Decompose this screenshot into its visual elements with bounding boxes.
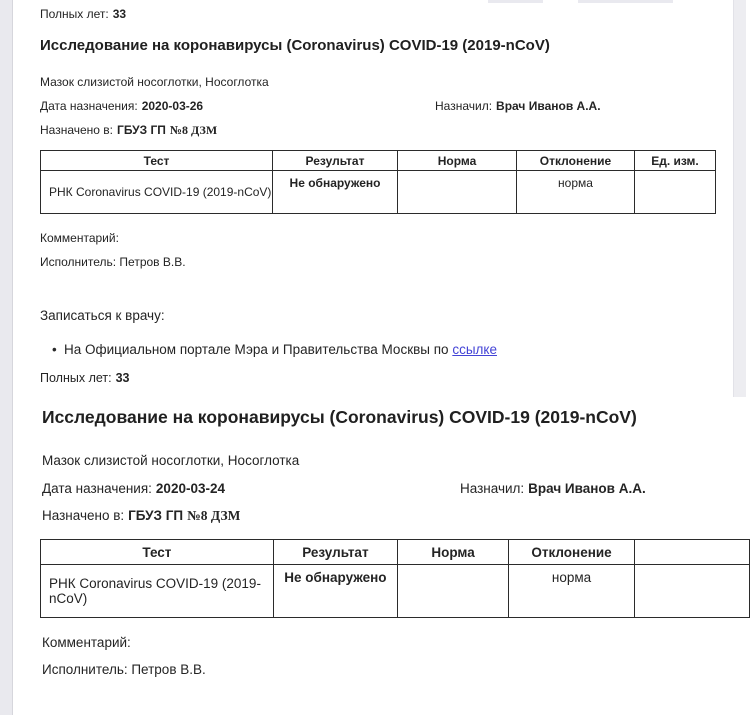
cell-deviation: норма xyxy=(509,565,635,618)
cell-norm xyxy=(398,171,517,214)
cell-units-cutoff xyxy=(635,565,750,618)
comment-label: Комментарий: xyxy=(40,231,119,245)
results-table xyxy=(40,150,716,214)
doctor-label: Назначил: xyxy=(435,99,493,113)
report-title: Исследование на коронавирусы (Coronavirus) COVID-19 (2019-nCoV) xyxy=(42,407,637,427)
col-header-result: Результат xyxy=(273,151,398,171)
assign-date-value: 2020-03-24 xyxy=(155,481,225,496)
doctor-value: Врач Иванов А.А. xyxy=(528,481,646,496)
patient-age-line xyxy=(40,7,126,21)
report-title: Исследование на коронавирусы (Coronavirus) COVID-19 (2019-nCoV) xyxy=(40,37,550,54)
facility-line xyxy=(40,123,217,138)
col-header-deviation: Отклонение xyxy=(517,151,635,171)
age-label: Полных лет: xyxy=(40,371,112,385)
doctor-line xyxy=(460,481,646,496)
facility-line xyxy=(42,508,240,524)
appointment-bullet-text: На Официальном портале Мэра и Правительства Москвы по xyxy=(64,342,449,357)
patient-age-line xyxy=(40,371,130,385)
assign-date-line xyxy=(40,99,203,113)
appointment-heading: Записаться к врачу: xyxy=(40,308,165,323)
assign-date-value: 2020-03-26 xyxy=(141,99,204,113)
facility-value-main: ГБУЗ ГП xyxy=(117,123,166,137)
col-header-test: Тест xyxy=(41,540,274,565)
comment-label: Комментарий: xyxy=(42,635,131,650)
cell-deviation: норма xyxy=(517,171,635,214)
executor-line: Исполнитель: Петров В.В. xyxy=(40,255,186,269)
scrollbar-track[interactable] xyxy=(733,0,746,397)
table-header-row xyxy=(41,540,750,565)
facility-value-main: ГБУЗ ГП xyxy=(128,508,184,523)
age-value: 33 xyxy=(112,7,127,21)
facility-value-number: №8 ДЗМ xyxy=(187,508,241,523)
age-label: Полных лет: xyxy=(40,7,109,21)
col-header-norm: Норма xyxy=(398,151,517,171)
col-header-norm: Норма xyxy=(398,540,509,565)
doctor-value: Врач Иванов А.А. xyxy=(496,99,601,113)
appointment-bullet-line xyxy=(52,342,497,357)
top-edge-artifact xyxy=(488,0,543,3)
col-header-test: Тест xyxy=(41,151,273,171)
col-header-units: Ед. изм. xyxy=(635,151,716,171)
doctor-line xyxy=(435,99,601,113)
specimen-line: Мазок слизистой носоглотки, Носоглотка xyxy=(40,75,269,89)
col-header-units-cutoff xyxy=(635,540,750,565)
table-header-row xyxy=(41,151,716,171)
top-edge-artifact xyxy=(578,0,673,3)
col-header-deviation: Отклонение xyxy=(509,540,635,565)
assign-date-line xyxy=(42,481,225,496)
cell-test: РНК Coronavirus COVID-19 (2019-nCoV) xyxy=(41,171,273,214)
table-row xyxy=(41,171,716,214)
bullet-icon: • xyxy=(52,342,57,357)
cell-result: Не обнаружено xyxy=(273,565,397,618)
appointment-link[interactable]: ссылке xyxy=(452,342,497,357)
cell-norm xyxy=(398,565,509,618)
facility-label: Назначено в: xyxy=(40,123,114,137)
page-left-margin xyxy=(0,0,13,715)
cell-test: РНК Coronavirus COVID-19 (2019-nCoV) xyxy=(41,565,274,618)
col-header-result: Результат xyxy=(273,540,397,565)
assign-date-label: Дата назначения: xyxy=(40,99,138,113)
assign-date-label: Дата назначения: xyxy=(42,481,152,496)
facility-label: Назначено в: xyxy=(42,508,125,523)
executor-line: Исполнитель: Петров В.В. xyxy=(42,662,206,677)
specimen-line: Мазок слизистой носоглотки, Носоглотка xyxy=(42,453,300,468)
doctor-label: Назначил: xyxy=(460,481,525,496)
facility-value-number: №8 ДЗМ xyxy=(169,123,218,137)
age-value: 33 xyxy=(115,371,130,385)
table-row xyxy=(41,565,750,618)
cell-result: Не обнаружено xyxy=(273,171,398,214)
cell-units xyxy=(635,171,716,214)
results-table xyxy=(40,539,750,618)
